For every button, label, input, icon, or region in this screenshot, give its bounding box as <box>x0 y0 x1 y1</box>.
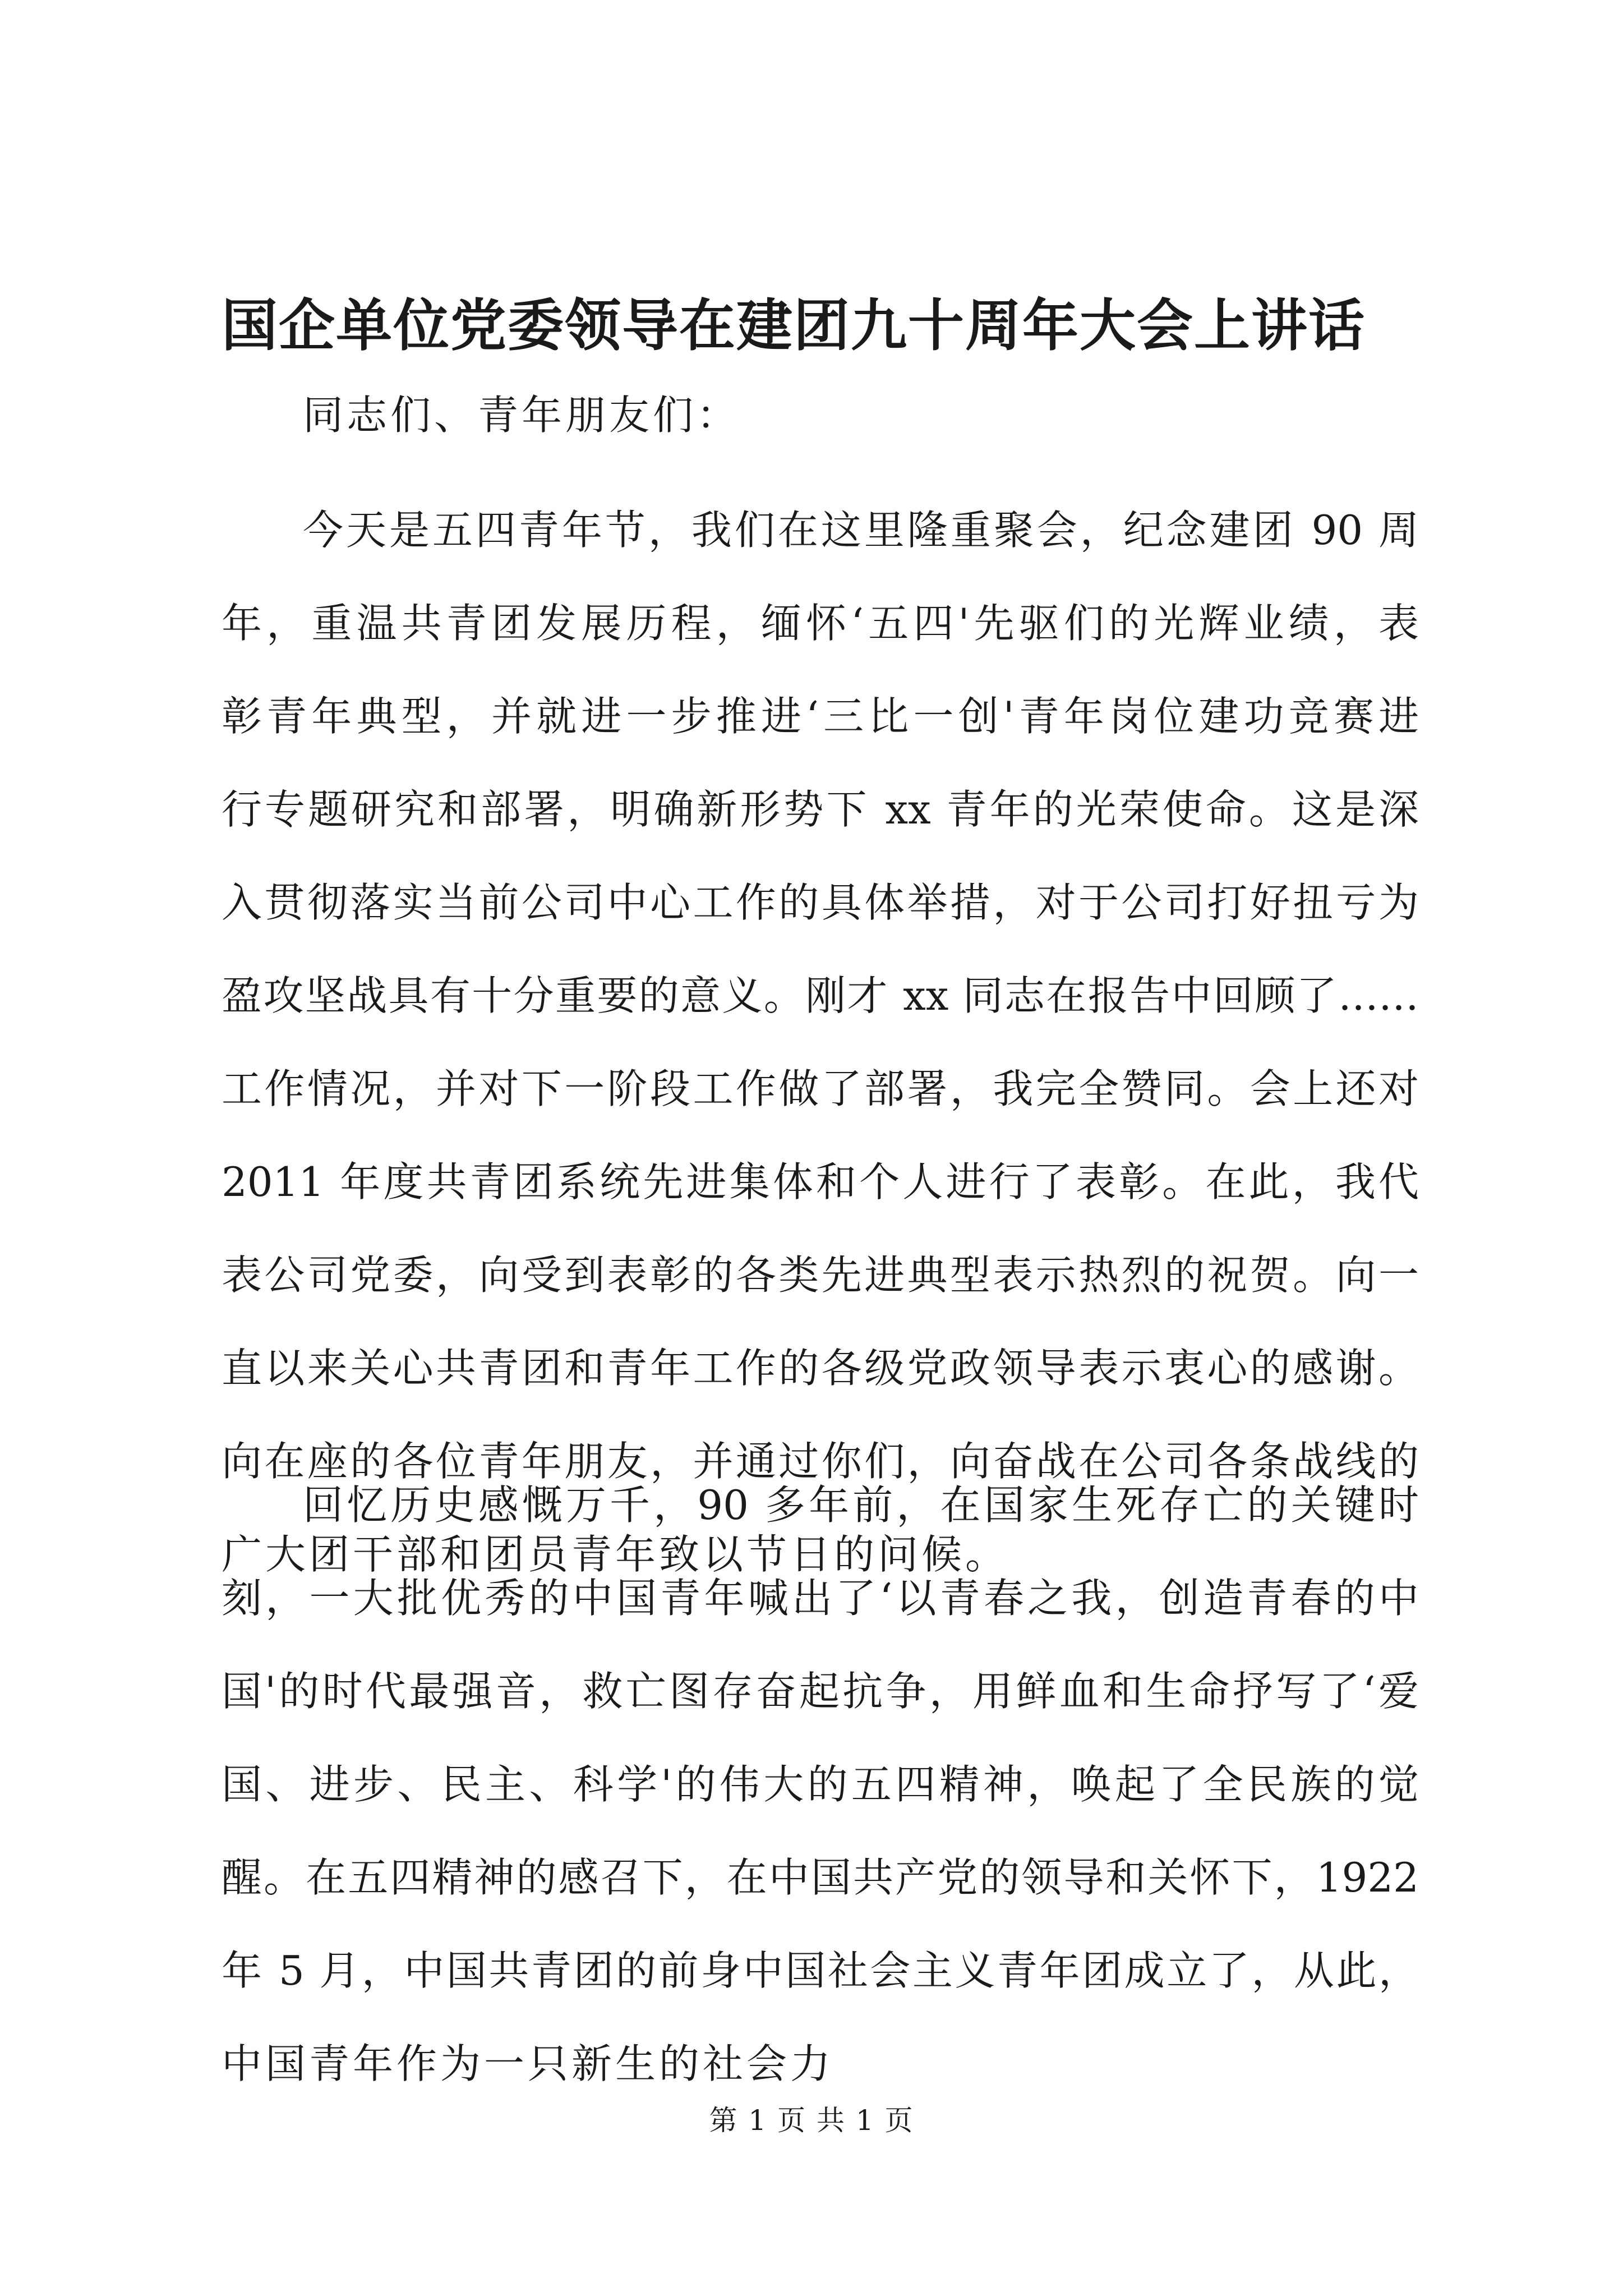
paragraph-line: 年 5 月，中国共青团的前身中国社会主义青年团成立了，从此， <box>222 1947 1419 1994</box>
paragraph-line: 今天是五四青年节，我们在这里隆重聚会，纪念建团 90 周 <box>303 507 1419 554</box>
paragraph-line: 刻，一大批优秀的中国青年喊出了‘以青春之我，创造青春的中 <box>222 1575 1419 1622</box>
paragraph-line: 广大团干部和团员青年致以节日的问候。 <box>222 1531 1009 1578</box>
page-number-footer: 第 1 页 共 1 页 <box>709 2104 914 2137</box>
paragraph-line: 盈攻坚战具有十分重要的意义。刚才 xx 同志在报告中回顾了…… <box>222 972 1419 1019</box>
salutation: 同志们、青年朋友们： <box>303 392 741 439</box>
paragraph-opening <box>222 484 1419 1601</box>
paragraph-line: 年，重温共青团发展历程，缅怀‘五四'先驱们的光辉业绩，表 <box>222 600 1419 647</box>
paragraph-line: 彰青年典型，并就进一步推进‘三比一创'青年岗位建功竞赛进 <box>222 693 1419 740</box>
paragraph-line: 直以来关心共青团和青年工作的各级党政领导表示衷心的感谢。 <box>222 1345 1419 1392</box>
paragraph-line: 中国青年作为一只新生的社会力 <box>222 2040 834 2087</box>
paragraph-history <box>222 1458 1419 2110</box>
paragraph-line: 醒。在五四精神的感召下，在中国共产党的领导和关怀下，1922 <box>222 1854 1419 1901</box>
paragraph-line: 入贯彻落实当前公司中心工作的具体举措，对于公司打好扭亏为 <box>222 879 1419 926</box>
document-title: 国企单位党委领导在建团九十周年大会上讲话 <box>222 292 1366 358</box>
paragraph-line: 回忆历史感慨万千，90 多年前，在国家生死存亡的关键时 <box>303 1481 1419 1529</box>
paragraph-line: 向在座的各位青年朋友，并通过你们，向奋战在公司各条战线的 <box>222 1438 1419 1485</box>
paragraph-line: 2011 年度共青团系统先进集体和个人进行了表彰。在此，我代 <box>222 1158 1419 1205</box>
paragraph-line: 国'的时代最强音，救亡图存奋起抗争，用鲜血和生命抒写了‘爱 <box>222 1668 1419 1715</box>
paragraph-line: 行专题研究和部署，明确新形势下 xx 青年的光荣使命。这是深 <box>222 786 1419 833</box>
paragraph-line: 表公司党委，向受到表彰的各类先进典型表示热烈的祝贺。向一 <box>222 1251 1419 1299</box>
paragraph-line: 国、进步、民主、科学'的伟大的五四精神，唤起了全民族的觉 <box>222 1761 1419 1808</box>
paragraph-line: 工作情况，并对下一阶段工作做了部署，我完全赞同。会上还对 <box>222 1065 1419 1112</box>
